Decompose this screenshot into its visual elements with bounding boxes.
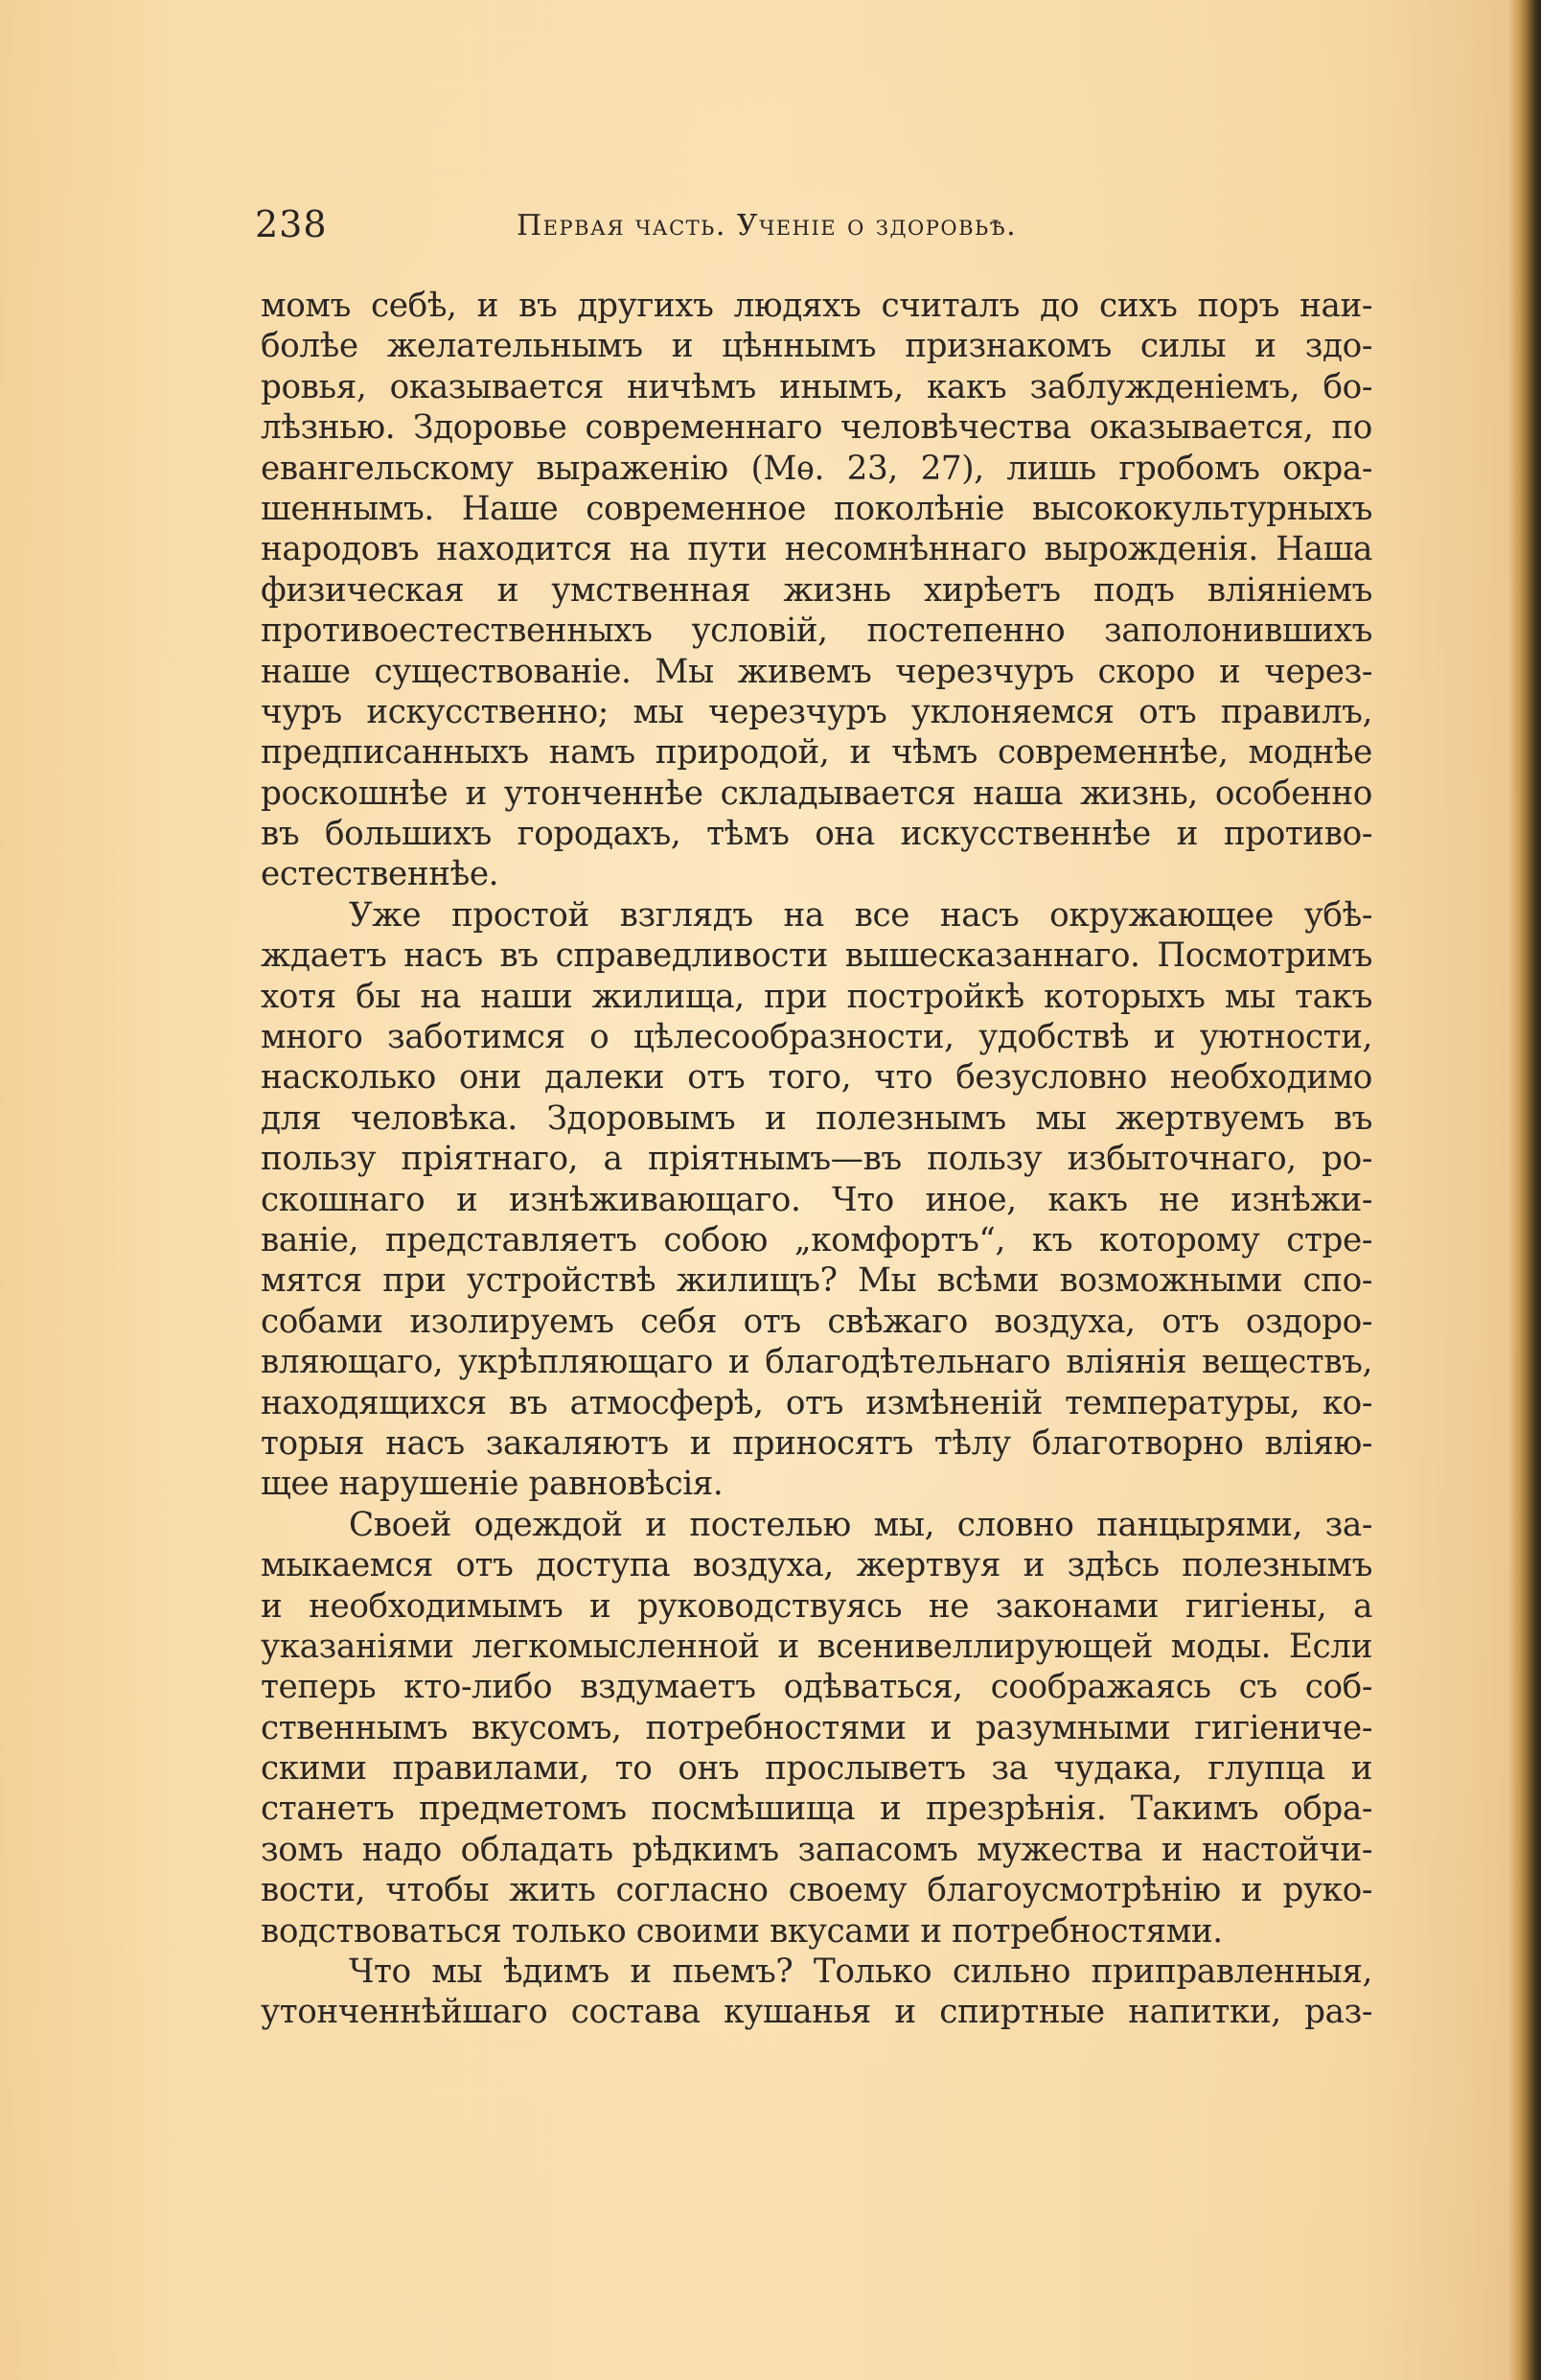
text-line: предписанныхъ намъ природой, и чѣмъ современнѣе, моднѣе bbox=[261, 733, 1372, 773]
text-line: вости, чтобы жить согласно своему благоусмотрѣнію и руко- bbox=[261, 1871, 1372, 1910]
text-line: евангельскому выраженію (Мѳ. 23, 27), лишь гробомъ окра- bbox=[261, 449, 1372, 488]
text-line: пользу пріятнаго, а пріятнымъ—въ пользу избыточнаго, ро- bbox=[261, 1140, 1372, 1179]
text-line: лѣзнью. Здоровье современнаго человѣчества оказывается, по bbox=[261, 408, 1372, 448]
page-edge-shadow bbox=[1508, 0, 1541, 2380]
text-line: мятся при устройствѣ жилищъ? Мы всѣми возможными спо- bbox=[261, 1261, 1372, 1301]
text-line: болѣе желательнымъ и цѣннымъ признакомъ силы и здо- bbox=[261, 327, 1372, 366]
text-line: скошнаго и изнѣживающаго. Что иное, какъ не изнѣжи- bbox=[261, 1180, 1372, 1219]
text-line: чуръ искусственно; мы черезчуръ уклоняемся отъ правилъ, bbox=[261, 692, 1372, 731]
text-line: Уже простой взглядъ на все насъ окружающее убѣ- bbox=[349, 895, 1372, 935]
text-line: народовъ находится на пути несомнѣннаго вырожденія. Наша bbox=[261, 530, 1372, 569]
text-line: въ большихъ городахъ, тѣмъ она искусственнѣе и противо- bbox=[261, 815, 1372, 854]
text-line: торыя насъ закаляютъ и приносятъ тѣлу благотворно вліяю- bbox=[261, 1423, 1372, 1463]
text-line: естественнѣе. bbox=[261, 855, 499, 894]
text-line: ждаетъ насъ въ справедливости вышесказаннаго. Посмотримъ bbox=[261, 936, 1372, 976]
text-line: наше существованіе. Мы живемъ черезчуръ скоро и через- bbox=[261, 652, 1372, 691]
text-line: мыкаемся отъ доступа воздуха, жертвуя и здѣсь полезнымъ bbox=[261, 1546, 1372, 1585]
text-line: указаніями легкомысленной и всенивеллирующей моды. Если bbox=[261, 1627, 1372, 1666]
text-line: много заботимся о цѣлесообразности, удобствѣ и уютности, bbox=[261, 1018, 1372, 1057]
text-line: насколько они далеки отъ того, что безусловно необходимо bbox=[261, 1058, 1372, 1098]
text-line: ственнымъ вкусомъ, потребностями и разумными гигіениче- bbox=[261, 1708, 1372, 1747]
page-header bbox=[255, 199, 1376, 257]
text-line: собами изолируемъ себя отъ свѣжаго воздуха, отъ оздоро- bbox=[261, 1302, 1372, 1341]
text-line: зомъ надо обладать рѣдкимъ запасомъ мужества и настойчи- bbox=[261, 1830, 1372, 1869]
text-line: хотя бы на наши жилища, при постройкѣ которыхъ мы такъ bbox=[261, 977, 1372, 1016]
text-line: скими правилами, то онъ прослыветъ за чудака, глупца и bbox=[261, 1749, 1372, 1789]
text-line: шеннымъ. Наше современное поколѣніе высококультурныхъ bbox=[261, 489, 1372, 528]
text-line: водствоваться только своими вкусами и потребностями. bbox=[261, 1911, 1223, 1951]
text-line: и необходимымъ и руководствуясь не законами гигіены, а bbox=[261, 1586, 1372, 1626]
text-line: момъ себѣ, и въ другихъ людяхъ считалъ до сихъ поръ наи- bbox=[261, 287, 1372, 325]
text-line: Своей одеждой и постелью мы, словно панцырями, за- bbox=[349, 1505, 1372, 1544]
text-line: щее нарушеніе равновѣсія. bbox=[261, 1465, 724, 1504]
text-line: вляющаго, укрѣпляющаго и благодѣтельнаго вліянія веществъ, bbox=[261, 1343, 1372, 1382]
text-line: роскошнѣе и утонченнѣе складывается наша жизнь, особенно bbox=[261, 774, 1372, 813]
text-line: Что мы ѣдимъ и пьемъ? Только сильно приправленныя, bbox=[349, 1953, 1372, 1992]
text-line: утонченнѣйшаго состава кушанья и спиртные напитки, раз- bbox=[261, 1993, 1372, 2032]
text-line: находящихся въ атмосферѣ, отъ измѣненій температуры, ко- bbox=[261, 1383, 1372, 1422]
running-head: Первая часть. Ученіе о здоровьѣ. bbox=[517, 209, 1018, 243]
text-line: для человѣка. Здоровымъ и полезнымъ мы жертвуемъ въ bbox=[261, 1098, 1372, 1138]
page-number: 238 bbox=[255, 203, 328, 245]
text-line: физическая и умственная жизнь хирѣетъ подъ вліяніемъ bbox=[261, 570, 1372, 610]
text-line: ровья, оказывается ничѣмъ инымъ, какъ заблужденіемъ, бо- bbox=[261, 367, 1372, 406]
text-line: ваніе, представляетъ собою „комфортъ“, къ которому стре- bbox=[261, 1220, 1372, 1259]
text-line: станетъ предметомъ посмѣшища и презрѣнія. Такимъ обра- bbox=[261, 1790, 1372, 1829]
body-text bbox=[261, 286, 1372, 2033]
text-line: теперь кто-либо вздумаетъ одѣваться, соображаясь съ соб- bbox=[261, 1668, 1372, 1707]
text-line: противоестественныхъ условій, постепенно заполонившихъ bbox=[261, 612, 1372, 651]
